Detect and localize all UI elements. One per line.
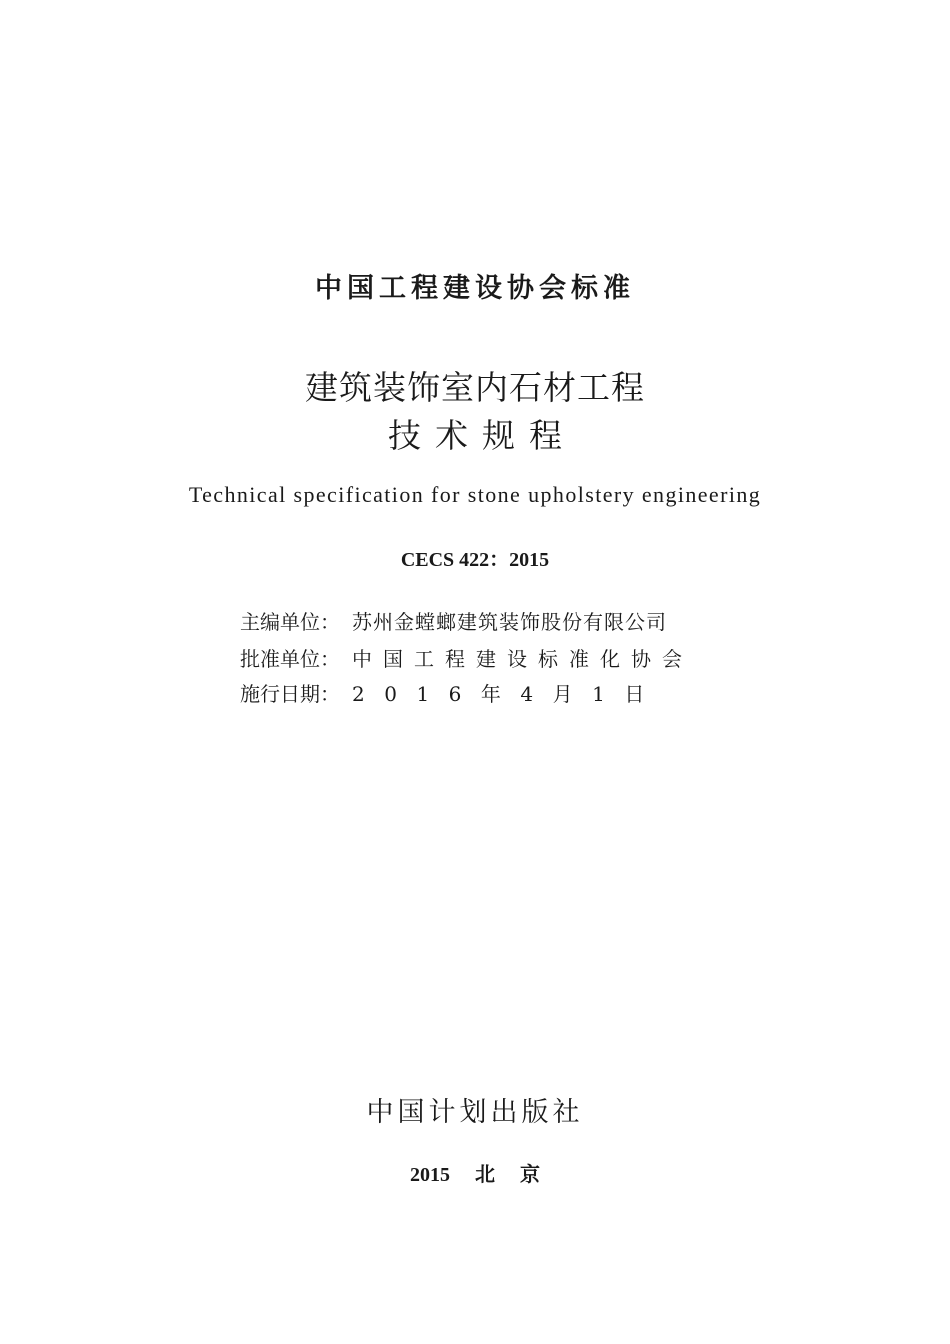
approval-unit-value: 中国工程建设标准化协会 — [352, 647, 693, 671]
chief-editor-value: 苏州金螳螂建筑装饰股份有限公司 — [352, 610, 667, 634]
english-title: Technical specification for stone upholstery engineering — [188, 482, 762, 507]
document-title-line-1: 建筑装饰室内石材工程 — [305, 368, 645, 407]
effective-date-value: 2016年4月1日 — [352, 682, 664, 706]
standard-series-heading: 中国工程建设协会标准 — [315, 273, 635, 304]
approval-unit-row — [240, 643, 720, 672]
standard-code: CECS 422：2015 — [400, 549, 550, 571]
approval-unit-label: 批准单位： — [240, 647, 340, 671]
publisher-name: 中国计划出版社 — [366, 1097, 584, 1128]
effective-date-row — [240, 678, 720, 707]
document-title-line-2: 技术规程 — [388, 416, 576, 455]
chief-editor-label: 主编单位： — [240, 610, 340, 634]
publication-year-place: 2015 北 京 — [410, 1164, 540, 1186]
effective-date-label: 施行日期： — [240, 682, 340, 706]
chief-editor-row — [240, 606, 720, 635]
